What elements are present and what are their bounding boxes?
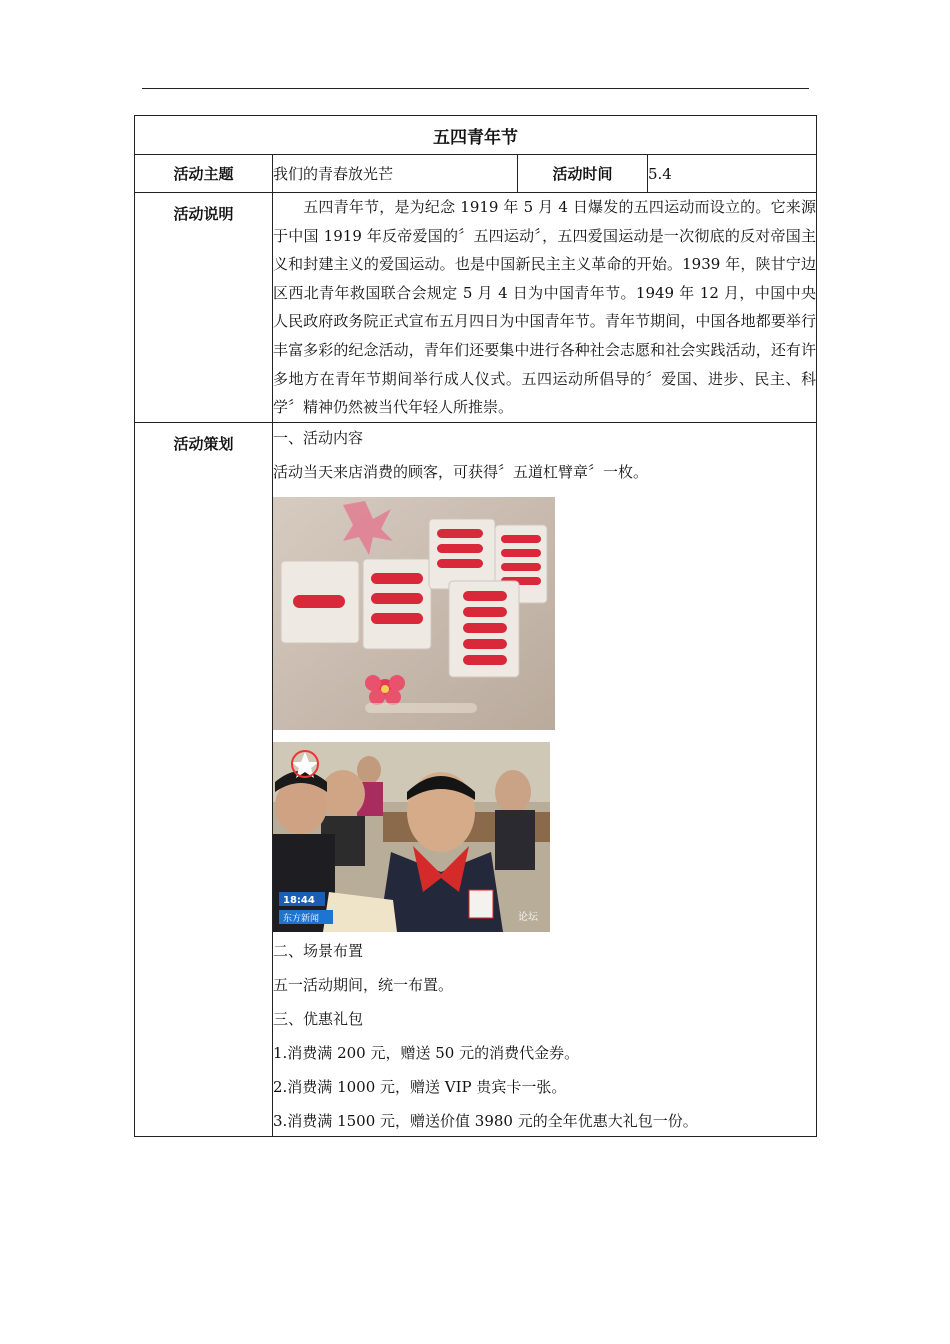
plan-label: 活动策划 [135, 422, 273, 1136]
gift-item-1: 1.消费满 200 元，赠送 50 元的消费代金券。 [273, 1043, 580, 1062]
time-value: 5.4 [648, 155, 817, 193]
time-label: 活动时间 [518, 155, 648, 193]
table-title: 五四青年节 [135, 116, 817, 155]
corner-overlay: 论坛 [518, 911, 538, 923]
section-content-heading: 一、活动内容 [273, 428, 364, 447]
section-layout-heading: 二、场景布置 [273, 941, 364, 960]
desc-cell [273, 193, 817, 423]
desc-label: 活动说明 [135, 193, 273, 423]
channel-overlay: 东方新闻 [283, 913, 320, 924]
header-rule [142, 88, 809, 89]
badge-one-stripe [281, 561, 359, 643]
clock-overlay: 18:44 [283, 894, 315, 906]
section-content-text: 活动当天来店消费的顾客，可获得〞五道杠臂章〞一枚。 [273, 462, 649, 481]
section-gift-heading: 三、优惠礼包 [273, 1009, 364, 1028]
classroom-students-photo [273, 742, 550, 932]
theme-value: 我们的青春放光芒 [273, 155, 518, 193]
armband-badges-photo [273, 497, 555, 730]
activity-table [134, 115, 817, 1137]
desc-text: 五四青年节，是为纪念 1919 年 5 月 4 日爆发的五四运动而设立的。它来源于中国 1919 年反帝爱国的〞五四运动〞，五四爱国运动是一次彻底的反对帝国主义和封建主义的爱国运动。也是中国新民主主义革命的开始。1939 年，陕甘宁边区西北青年救国联合会规定 5 月 4 日为中国青年节。1949 年 12 月，中国中央人民政府政务院正式宣布五月四日为中国青年节。青年节期间，中国各地都要举行丰富多彩的纪念活动，青年们还要集中进行各种社会志愿和社会实践活动，还有许多地方在青年节期间举行成人仪式。五四运动所倡导的〞爱国、进步、民主、科学〞精神仍然被当代年轻人所推崇。 [273, 198, 816, 417]
theme-label: 活动主题 [135, 155, 273, 193]
section-layout-text: 五一活动期间，统一布置。 [273, 975, 454, 994]
gift-item-3: 3.消费满 1500 元，赠送价值 3980 元的全年优惠大礼包一份。 [273, 1111, 698, 1130]
badge-three-stripes-top [429, 519, 495, 589]
badge-five-stripes [449, 581, 519, 677]
gift-item-2: 2.消费满 1000 元，赠送 VIP 贵宾卡一张。 [273, 1077, 567, 1096]
plan-cell [273, 422, 817, 1136]
badge-three-stripes [363, 559, 431, 649]
